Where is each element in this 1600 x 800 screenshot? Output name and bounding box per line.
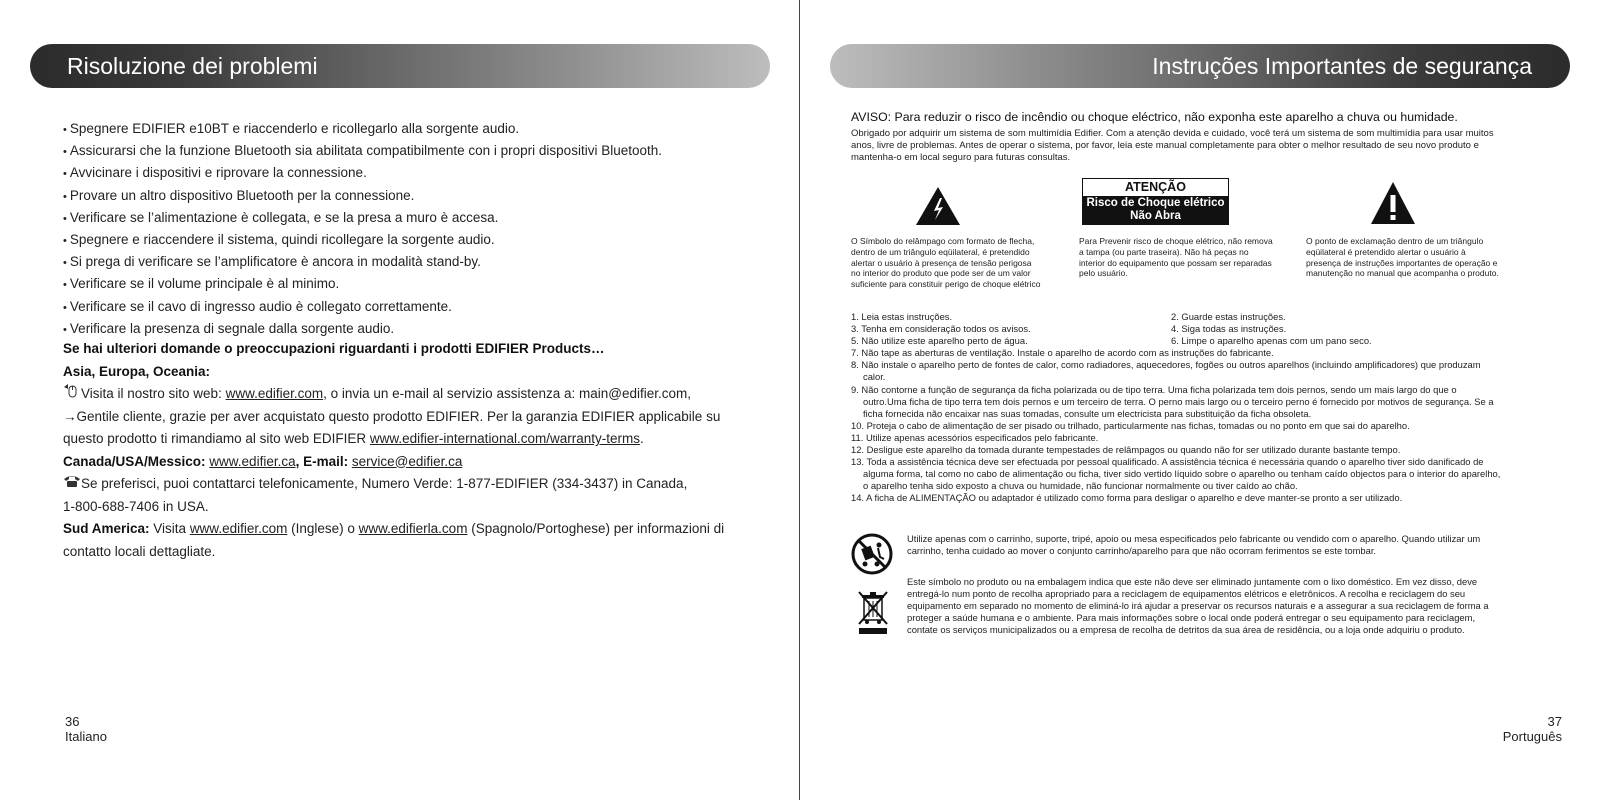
contact-question: Se hai ulteriori domande o preoccupazioni riguardanti i prodotti EDIFIER Products… (63, 341, 605, 356)
section-banner (830, 44, 1570, 88)
list-item: 8. Não instale o aparelho perto de fontes de calor, como radiadores, aquecedores, fogões ou outros aparelhos (incluindo amplificadores) que produzam calor. (851, 359, 1481, 383)
list-item: • Spegnere e riaccendere il sistema, quindi ricollegare la sorgente audio. (63, 229, 763, 251)
list-item: • Assicurarsi che la funzione Bluetooth sia abilitata compatibilmente con i propri dispositivi Bluetooth. (63, 140, 763, 162)
warranty-line: →Gentile cliente, grazie per aver acquistato questo prodotto EDIFIER. Per la garanzia EDIFIER applicabile su questo prodotto ti rimandiamo al sito web EDIFIER www.edifier-international.com/warranty-terms. (63, 408, 721, 446)
warranty-link[interactable]: www.edifier-international.com/warranty-terms (369, 431, 640, 446)
region-south-america: Sud America: Visita www.edifier.com (Inglese) o www.edifierla.com (Spagnolo/Portoghese) per informazioni di contatto locali dettagliate. (63, 521, 725, 559)
safety-instructions-list (851, 311, 1501, 505)
page-language: Português (1502, 729, 1562, 744)
lightning-symbol-block (851, 178, 1046, 290)
list-item: 7. Não tape as aberturas de ventilação. Instale o aparelho de acordo com as instruções do fabricante. (851, 347, 1274, 359)
list-item: 12. Desligue este aparelho da tomada durante tempestades de relâmpagos ou quando não for ser utilizado durante bastante tempo. (851, 444, 1401, 456)
list-item: • Spegnere EDIFIER e10BT e riaccenderlo e ricollegarlo alla sorgente audio. (63, 118, 763, 140)
attention-line2: Não Abra (1130, 209, 1181, 222)
list-item: • Verificare se il volume principale è al minimo. (63, 273, 763, 295)
attention-line1: Risco de Choque elétrico (1086, 197, 1225, 209)
cart-tip-icon (851, 533, 893, 575)
list-item: 1. Leia estas instruções. 2. Guarde estas instruções. (851, 311, 1286, 322)
phone-icon (63, 473, 81, 496)
exclamation-symbol-block (1306, 178, 1501, 279)
symbol-description: O ponto de exclamação dentro de um triângulo eqüilateral é pretendido alertar o usuário à presença de instruções importantes de operação e manutenção no manual que acompanha o produto. (1306, 236, 1499, 279)
cart-notice (851, 533, 1501, 579)
region-asia-europe: Asia, Europa, Oceania: (63, 363, 211, 379)
page-footer (65, 714, 107, 744)
cart-notice-text: Utilize apenas com o carrinho, suporte, tripé, apoio ou mesa especificados pelo fabricante ou vendido com o aparelho. Quando utilizar um carrinho, tenha cuidado ao mover o conjunto carrinho/aparelho para que não ocorram ferimentos se este tombar. (907, 533, 1481, 556)
page-number: 37 (1547, 714, 1562, 729)
symbol-description: O Símbolo do relâmpago com formato de flecha, dentro de um triângulo eqüilateral, é pretendido alertar o usuário à presença de tensão perigosa no interior do produto que pode ser de um valor suficiente para constituir perigo de choque elétrico (851, 236, 1041, 290)
mouse-icon (63, 383, 81, 406)
page-number: 36 (65, 714, 80, 729)
intro-text: Obrigado por adquirir um sistema de som multimídia Edifier. Com a atenção devida e cuidado, você terá um sistema de som multimídia para usar muitos anos, livre de problemas. Antes de operar o sistema, por favor, leia este manual completamente para obter o melhor resultado de seu novo produto e mantenha-o em local seguro para futuras consultas. (851, 128, 1494, 164)
weee-notice (851, 576, 1501, 656)
page-title: Instruções Importantes de segurança (1152, 53, 1532, 79)
region-north-america: Canada/USA/Messico: www.edifier.ca, E-mail: service@edifier.ca (63, 453, 463, 469)
contact-section (63, 338, 763, 563)
page-language: Italiano (65, 729, 107, 744)
website-link[interactable]: www.edifier.com (225, 386, 324, 401)
list-item: 11. Utilize apenas acessórios especificados pelo fabricante. (851, 431, 1099, 443)
warning-text: AVISO: Para reduzir o risco de incêndio ou choque eléctrico, não exponha este aparelho a chuva ou humidade. (851, 110, 1458, 124)
sa-website-link-1[interactable]: www.edifier.com (189, 521, 288, 536)
lightning-warning-icon (915, 186, 961, 226)
list-item: • Avvicinare i dispositivi e riprovare la connessione. (63, 162, 763, 184)
exclamation-warning-icon (1370, 181, 1416, 225)
canada-website-link[interactable]: www.edifier.ca (209, 453, 296, 469)
safety-symbols (851, 178, 1501, 303)
list-item: • Verificare la presenza di segnale dalla sorgente audio. (63, 318, 763, 340)
weee-bin-icon (856, 590, 890, 636)
troubleshooting-list (63, 118, 763, 340)
list-item: • Verificare se l’alimentazione è collegata, e se la presa a muro è accesa. (63, 207, 763, 229)
sa-website-link-2[interactable]: www.edifierla.com (358, 521, 468, 536)
attention-block (1079, 178, 1274, 279)
list-item: • Si prega di verificare se l’amplificatore è ancora in modalità stand-by. (63, 251, 763, 273)
phone-line-usa: 1-800-688-7406 in USA. (63, 498, 209, 514)
list-item: 5. Não utilize este aparelho perto de água. 6. Limpe o aparelho apenas com um pano seco. (851, 335, 1372, 347)
visit-line: Visita il nostro sito web: www.edifier.com, o invia un e-mail al servizio assistenza a: main@edifier.com, (63, 383, 763, 406)
right-page (800, 0, 1600, 800)
list-item: 14. A ficha de ALIMENTAÇÃO ou adaptador é utilizado como forma para desligar o aparelho e deve manter-se pronto a ser utilizado. (851, 492, 1403, 504)
list-item: • Provare un altro dispositivo Bluetooth per la connessione. (63, 185, 763, 207)
page-title: Risoluzione dei problemi (67, 53, 318, 79)
attention-title: ATENÇÃO (1083, 179, 1228, 196)
weee-notice-text: Este símbolo no produto ou na embalagem indica que este não deve ser eliminado juntamente com o lixo doméstico. Em vez disso, deve entregá-lo num ponto de recolha apropriado para a reciclagem de equipamentos elétricos e eletrônicos. A recolha e reciclagem do seu equipamento em separado no momento de eliminá-lo irá ajudar a preservar os recursos naturais e a assegurar a sua reciclagem de forma a proteger a saúde humana e o ambiente. Para mais informações sobre o local onde poderá entregar o seu equipamento para reciclagem, contate os serviços municipalizados ou a empresa de recolha de detritos da sua área de residência, ou a loja onde adquiriu o produto. (907, 576, 1489, 635)
section-banner (30, 44, 770, 88)
list-item: 3. Tenha em consideração todos os avisos. 4. Siga todas as instruções. (851, 323, 1287, 335)
email-link[interactable]: service@edifier.ca (351, 453, 463, 469)
list-item: 9. Não contorne a função de segurança da ficha polarizada ou de tipo terra. Uma ficha polarizada tem dois pernos, sendo um mais largo do que o outro.Uma ficha de tipo terra tem dois pernos e um terceiro de terra. O perno mais largo ou o terceiro perno é fornecido por motivos de segurança. Se a ficha fornecida não encaixar nas suas tomadas, consulte um electricista para substituição da ficha obsoleta. (851, 383, 1494, 419)
list-item: 10. Proteja o cabo de alimentação de ser pisado ou trilhado, particularmente nas fichas, tomadas ou no ponto em que sai do aparelho. (851, 419, 1410, 431)
attention-label (1082, 178, 1229, 225)
phone-line: Se preferisci, puoi contattarci telefonicamente, Numero Verde: 1-877-EDIFIER (334-3437) in Canada, (63, 473, 763, 496)
page-footer (1503, 714, 1562, 744)
safety-intro (851, 110, 1501, 165)
symbol-description: Para Prevenir risco de choque elétrico, não remova a tampa (ou parte traseira). Não há peças no interior do equipamento que possam ser reparadas pelo usuário. (1079, 236, 1273, 279)
list-item: 13. Toda a assistência técnica deve ser efectuada por pessoal qualificado. A assistência técnica é necessária quando o aparelho tiver sido danificado de alguma forma, tal como no cabo de alimentação ou ficha, tiver sido vertido líquido sobre o aparelho ou tenham caído objectos para o interior do aparelho, o aparelho tenha sido exposto a chuva ou humidade, não funcionar normalmente ou tiver caído ao chão. (851, 456, 1501, 492)
list-item: • Verificare se il cavo di ingresso audio è collegato correttamente. (63, 296, 763, 318)
